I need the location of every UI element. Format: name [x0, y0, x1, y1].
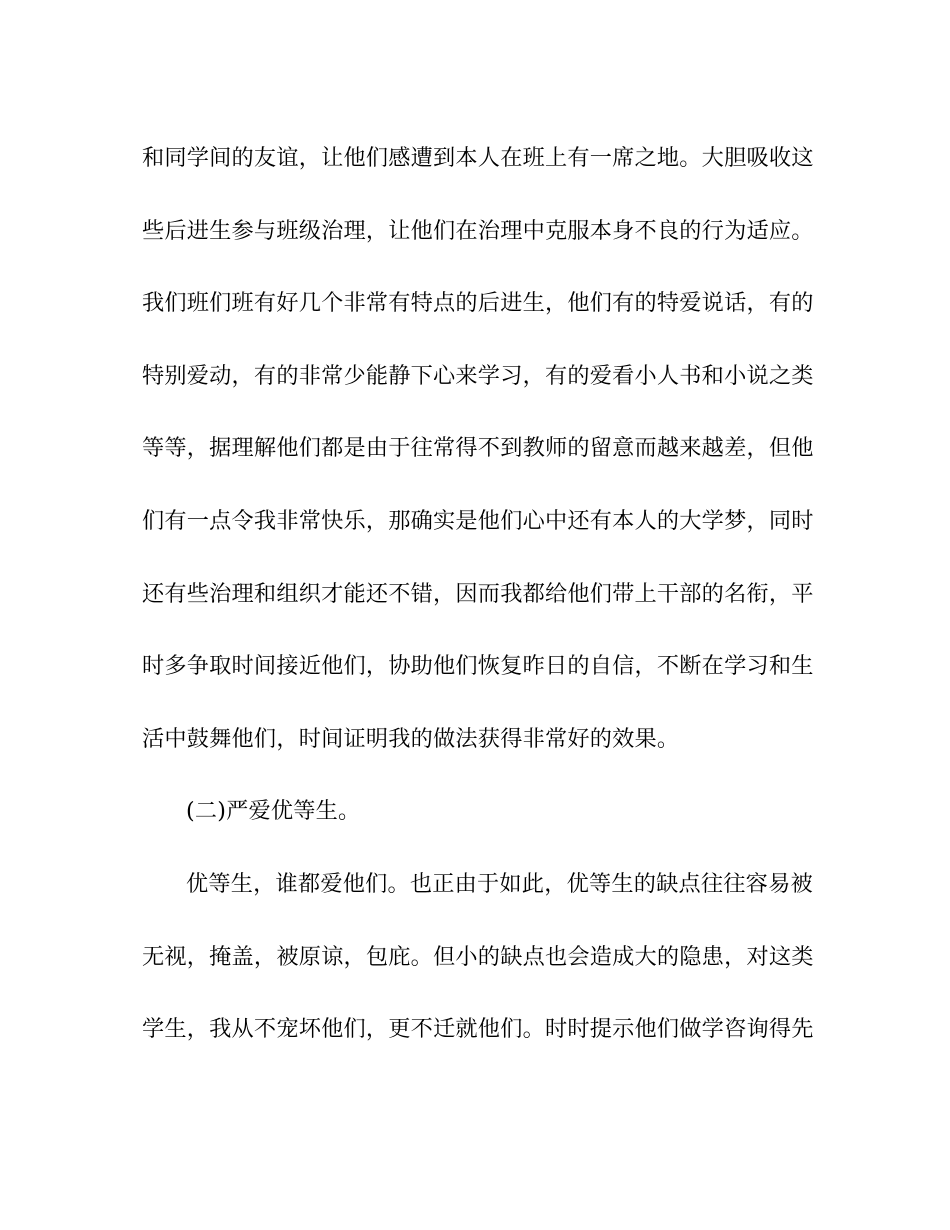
text-line: 活中鼓舞他们，时间证明我的做法获得非常好的效果。 [142, 725, 680, 752]
text-line: 时多争取时间接近他们，协助他们恢复昨日的自信，不断在学习和生 [142, 653, 814, 680]
section-heading: (二)严爱优等生。 [186, 798, 361, 825]
text-line: 我们班们班有好几个非常有特点的后进生，他们有的特爱说话，有的 [142, 290, 814, 317]
text-line: 等等，据理解他们都是由于往常得不到教师的留意而越来越差，但他 [142, 435, 814, 462]
document-body [142, 136, 814, 1080]
text-line: 还有些治理和组织才能还不错，因而我都给他们带上干部的名衔，平 [142, 580, 814, 607]
text-line: 无视，掩盖，被原谅，包庇。但小的缺点也会造成大的隐患，对这类 [142, 943, 814, 970]
text-line: 和同学间的友谊，让他们感遭到本人在班上有一席之地。大胆吸收这 [142, 145, 814, 171]
text-line: 们有一点令我非常快乐，那确实是他们心中还有本人的大学梦，同时 [142, 507, 814, 534]
text-line: 些后进生参与班级治理，让他们在治理中克服本身不良的行为适应。 [142, 217, 814, 244]
text-line: 特别爱动，有的非常少能静下心来学习，有的爱看小人书和小说之类 [142, 362, 814, 389]
text-line: 学生，我从不宠坏他们，更不迁就他们。时时提示他们做学咨询得先 [142, 1016, 814, 1043]
paragraph-first-line: 优等生，谁都爱他们。也正由于如此，优等生的缺点往往容易被 [186, 870, 813, 897]
